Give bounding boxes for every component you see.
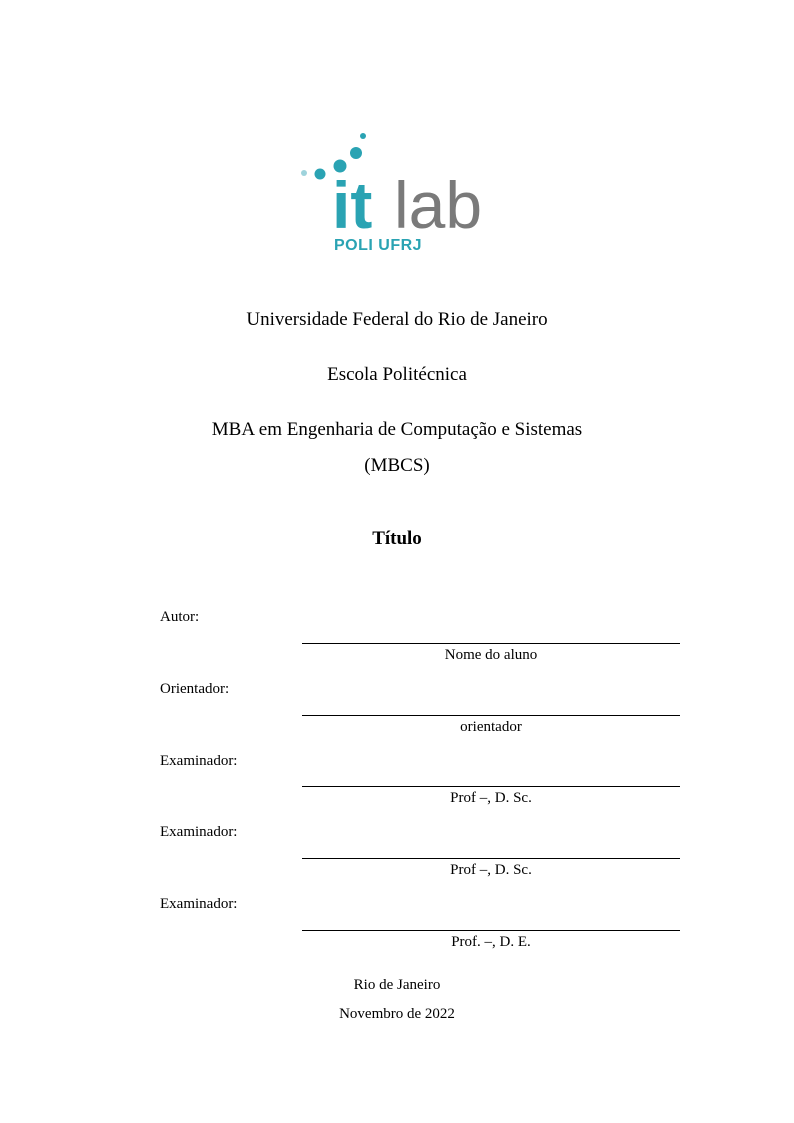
- logo-dot-4: [315, 169, 326, 180]
- role-label: Examinador:: [160, 824, 238, 840]
- signature-line: [302, 786, 680, 787]
- logo-text-poli: POLI UFRJ: [334, 237, 423, 254]
- signer-name: Prof –, D. Sc.: [450, 862, 532, 878]
- footer-city: Rio de Janeiro: [353, 977, 441, 993]
- signature-line: [302, 858, 680, 859]
- school-name: Escola Politécnica: [327, 364, 467, 385]
- signature-line: [302, 715, 680, 716]
- logo-dot-1: [360, 133, 366, 139]
- logo-dot-2: [350, 147, 362, 159]
- role-label: Autor:: [160, 609, 200, 625]
- itlab-logo-graphic: [290, 128, 510, 258]
- signer-name: orientador: [460, 719, 522, 735]
- logo-text-ufrj: UFRJ: [378, 237, 423, 254]
- role-label: Examinador:: [160, 896, 238, 912]
- logo-dot-5: [301, 170, 307, 176]
- role-label: Examinador:: [160, 753, 238, 769]
- logo-text-lab: lab: [394, 168, 483, 242]
- logo-text-it: it: [332, 168, 373, 242]
- program-acronym: (MBCS): [364, 455, 430, 476]
- signer-name: Nome do aluno: [444, 647, 538, 663]
- signature-line: [302, 643, 680, 644]
- program-name: MBA em Engenharia de Computação e Sistemas: [211, 419, 583, 440]
- signer-name: Prof. –, D. E.: [451, 934, 531, 950]
- university-name: Universidade Federal do Rio de Janeiro: [246, 309, 548, 330]
- role-label: Orientador:: [160, 681, 230, 697]
- signer-name: Prof –, D. Sc.: [450, 790, 532, 806]
- itlab-logo: [290, 128, 510, 258]
- signature-line: [302, 930, 680, 931]
- document-title: Título: [372, 528, 422, 549]
- footer-date: Novembro de 2022: [339, 1006, 455, 1022]
